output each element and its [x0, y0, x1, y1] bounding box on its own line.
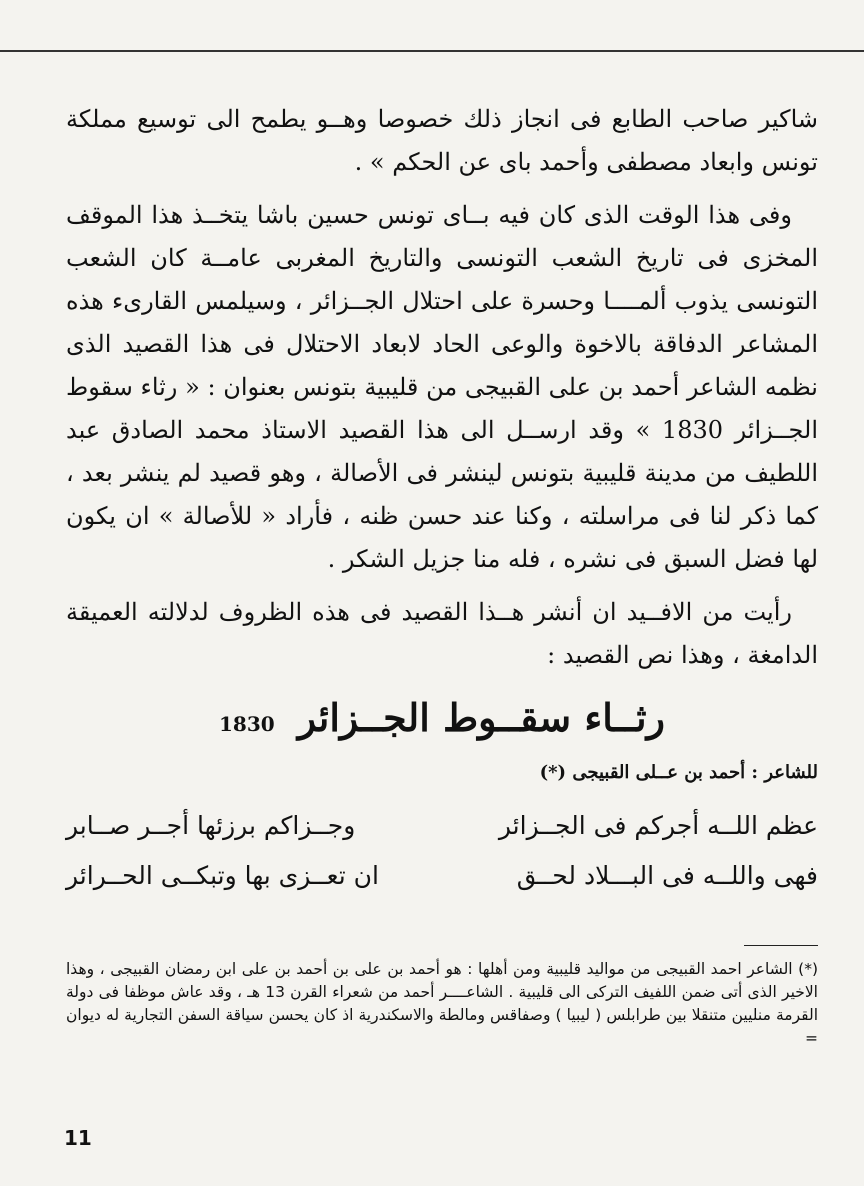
poem-year: 1830	[219, 712, 275, 736]
verse-2	[66, 851, 818, 901]
verse-1-first-hemistich: عظم اللــه أجركم فى الجــزائر	[498, 811, 818, 840]
verse-2-second-hemistich: ان تعــزى بها وتبكــى الحــرائر	[66, 861, 379, 890]
page-number: 11	[64, 1126, 92, 1150]
verse-1-second-hemistich: وجــزاكم برزئها أجــر صــابر	[66, 811, 356, 840]
paragraph-2: وفى هذا الوقت الذى كان فيه بــاى تونس حسين باشا يتخــذ هذا الموقف المخزى فى تاريخ الشعب التونسى والتاريخ المغربى عامــة كان الشعب التونسى يذوب ألمــــا وحسرة على احتلال الجــزائر ، وسيلمس القارىء هذه المشاعر الدفاقة بالاخوة والوعى الحاد لابعاد الاحتلال فى هذا القصيد الذى نظمه الشاعر أحمد بن على القبيجى من قليبية بتونس بعنوان : « رثاء سقوط الجــزائر 1830 » وقد ارســل الى هذا القصيد الاستاذ محمد الصادق عبد اللطيف من مدينة قليبية بتونس لينشر فى الأصالة ، وهو قصيد لم ينشر بعد ، كما ذكر لنا فى مراسلته ، وكنا عند حسن ظنه ، فأراد « للأصالة » ان يكون لها فضل السبق فى نشره ، فله منا جزيل الشكر .	[66, 201, 818, 573]
verse-1	[66, 801, 818, 851]
footnote-divider	[744, 945, 818, 946]
top-rule	[0, 50, 864, 52]
paragraph-3: رأيت من الافــيد ان أنشر هــذا القصيد فى هذه الظروف لدلالته العميقة الدامغة ، وهذا نص القصيد :	[66, 598, 818, 669]
footnote: (*) الشاعر احمد القبيجى من مواليد قليبية ومن أهلها : هو أحمد بن على بن أحمد بن على ابن رمضان القبيجى ، وهذا الاخير الذى أتى ضمن اللفيف التركى الى قليبية . الشاعــــر أحمد من شعراء القرن 13 هـ ، وقد عاش موظفا فى دولة القرمة منليين متنقلا بين طرابلس ( ليبيا ) وصفاقس ومالطة والاسكندرية اذ كان يحسن سياقة السفن التجارية له ديوان =	[66, 960, 818, 1047]
verse-2-first-hemistich: فهى واللــه فى البـــلاد لحــق	[516, 861, 818, 890]
poem-title	[66, 695, 818, 740]
page-body	[66, 98, 818, 901]
paragraph-1: شاكير صاحب الطابع فى انجاز ذلك خصوصا وهــو يطمح الى توسيع مملكة تونس وابعاد مصطفى وأحمد باى عن الحكم » .	[66, 105, 818, 176]
poem-author: للشاعر : أحمد بن عــلى القبيجى (*)	[539, 762, 818, 783]
poem-title-text: رثــاء سقــوط الجــزائر	[297, 695, 665, 740]
